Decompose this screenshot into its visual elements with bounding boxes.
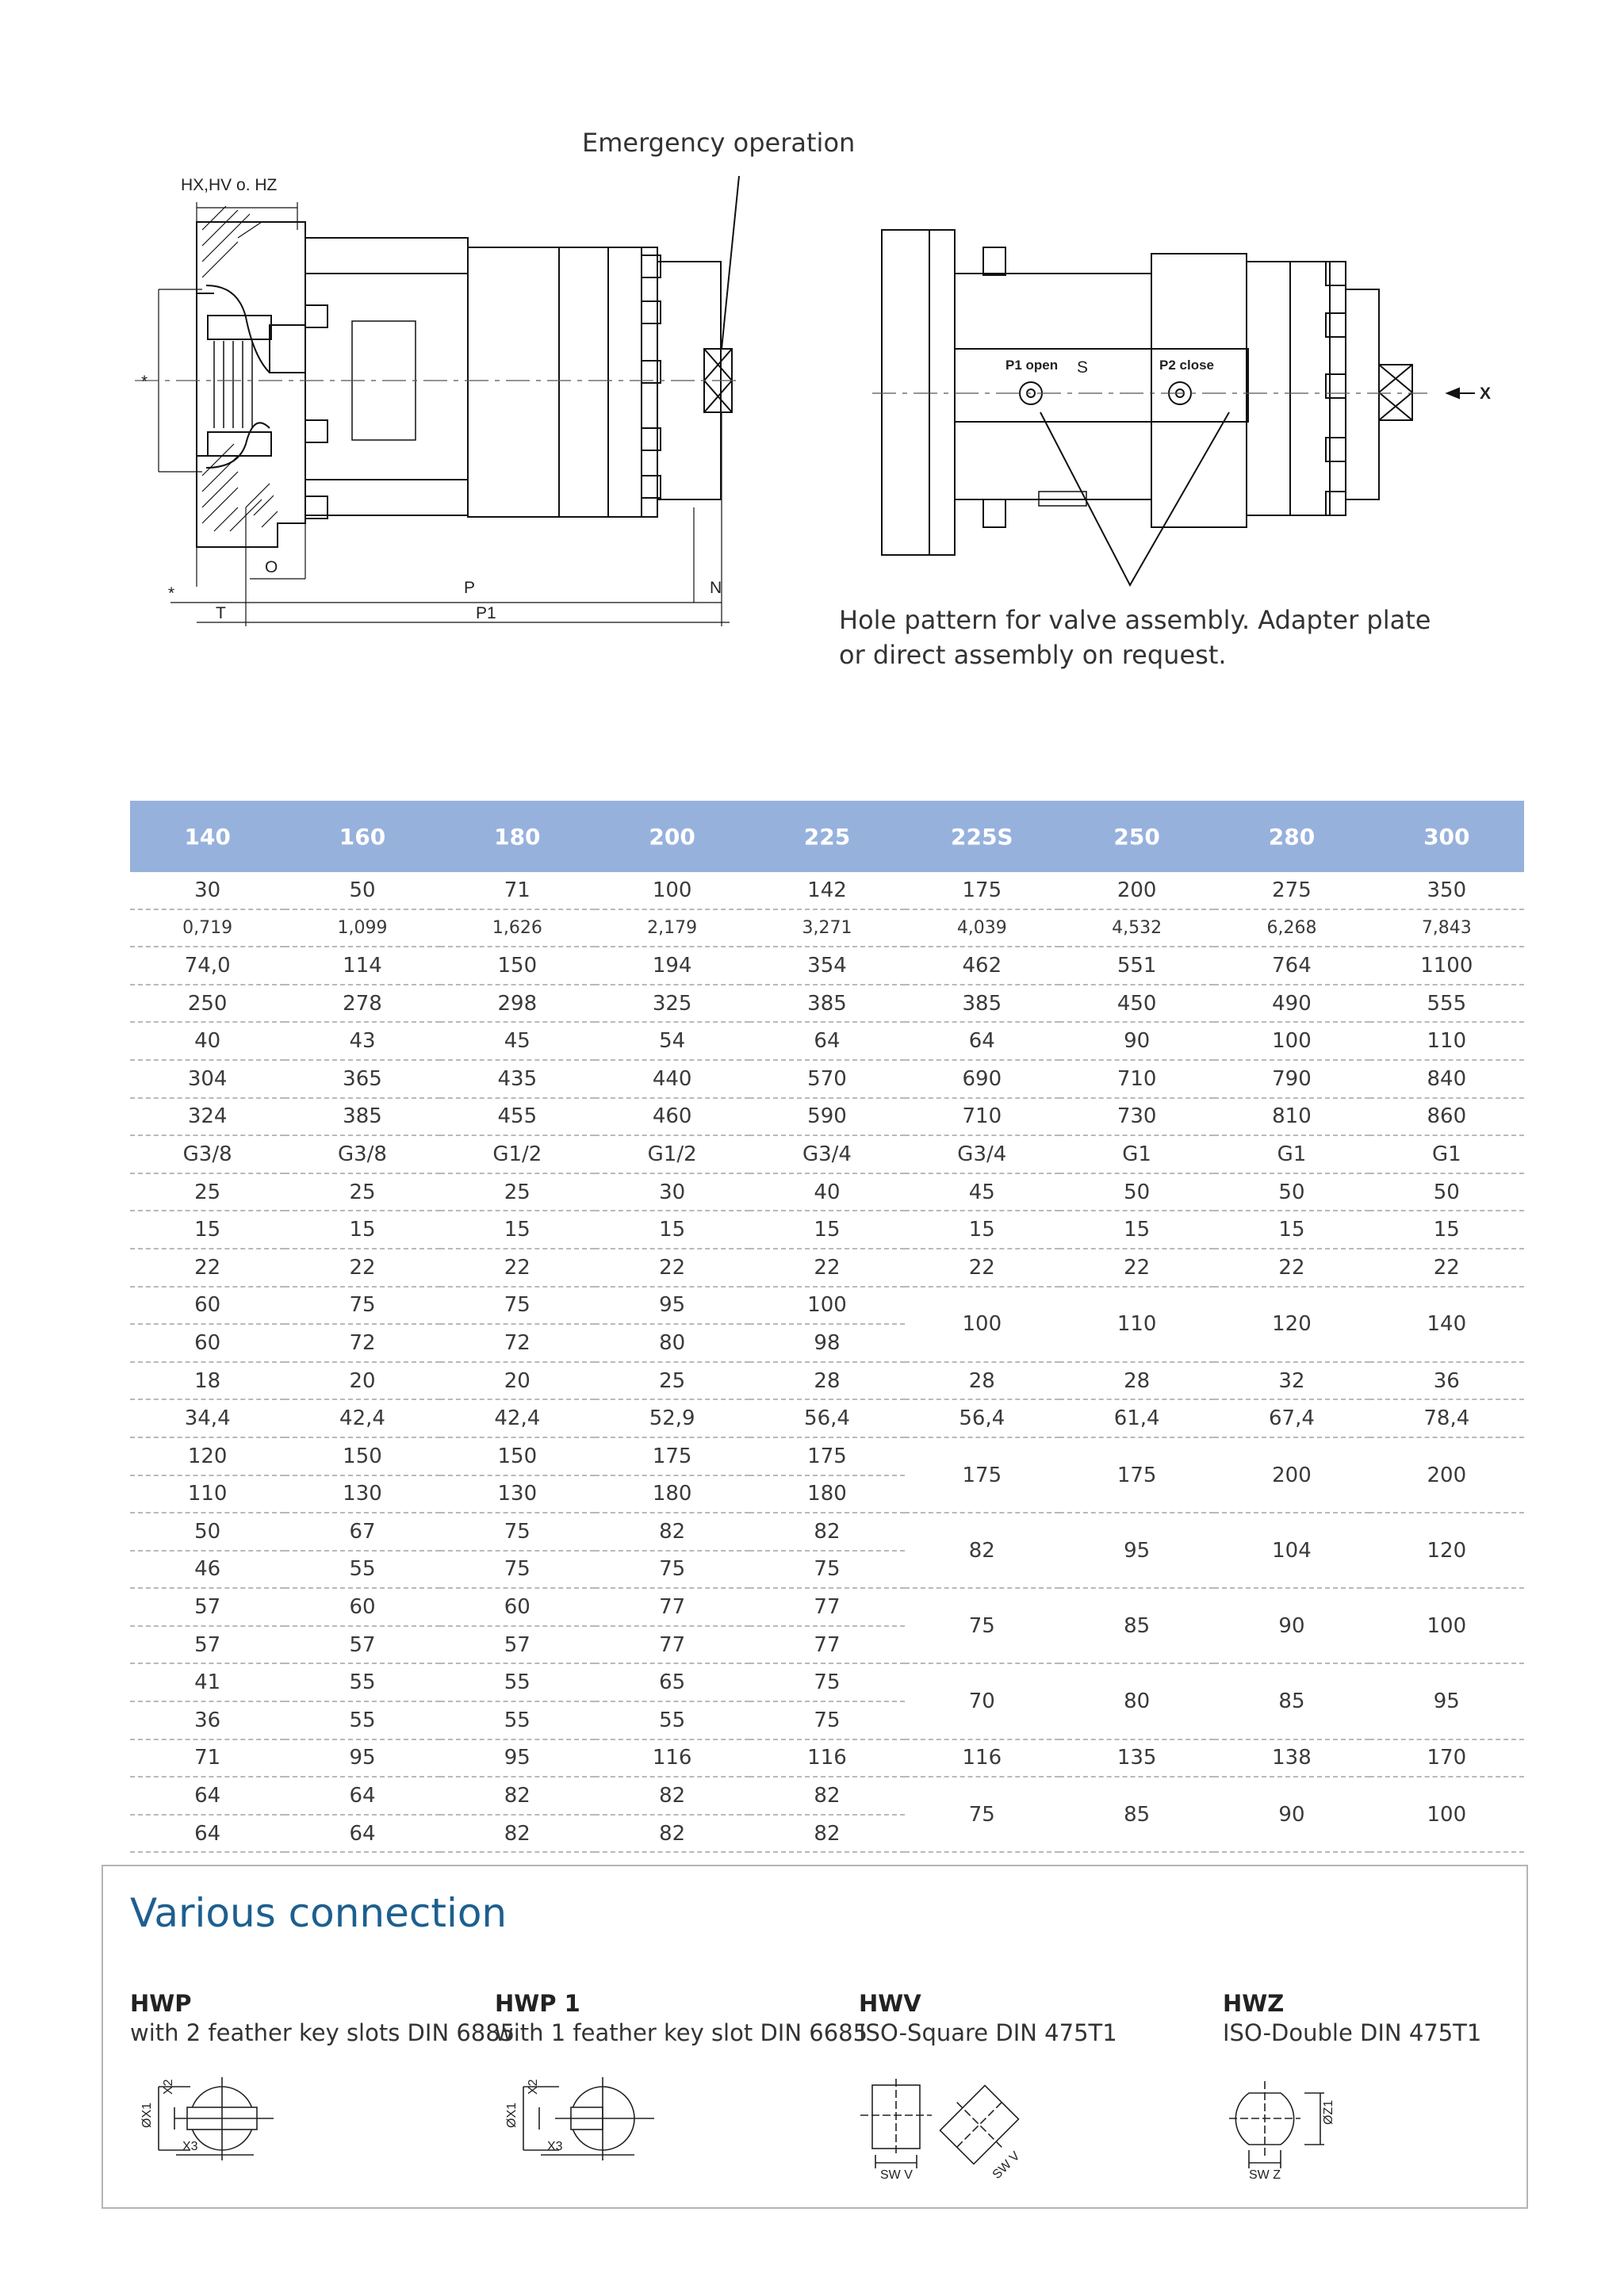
table-cell: 175 xyxy=(1059,1437,1214,1513)
column-header: 250 xyxy=(1059,801,1214,872)
table-row xyxy=(130,1588,1524,1626)
table-row xyxy=(130,1060,1524,1098)
table-cell: 82 xyxy=(595,1777,749,1815)
table-cell: 22 xyxy=(440,1249,595,1287)
table-cell: 490 xyxy=(1214,985,1369,1023)
table-cell: 64 xyxy=(905,1022,1059,1060)
table-cell: 95 xyxy=(1369,1663,1524,1739)
table-cell: 275 xyxy=(1214,872,1369,909)
table-cell: 67 xyxy=(285,1513,439,1551)
table-cell: 55 xyxy=(440,1663,595,1701)
table-cell: 90 xyxy=(1059,1022,1214,1060)
dim-p1-label: P1 xyxy=(476,604,496,622)
table-cell: 90 xyxy=(1214,1777,1369,1852)
table-cell: 82 xyxy=(905,1513,1059,1588)
table-cell: 790 xyxy=(1214,1060,1369,1098)
table-cell: 440 xyxy=(595,1060,749,1098)
table-cell: 95 xyxy=(1059,1513,1214,1588)
hole-pattern-note xyxy=(839,603,1431,672)
table-cell: 60 xyxy=(285,1588,439,1626)
conn-hwz-name: HWZ xyxy=(1223,1990,1285,2017)
hole-pattern-note-line2: or direct assembly on request. xyxy=(839,640,1227,670)
table-cell: 77 xyxy=(595,1588,749,1626)
table-cell: 114 xyxy=(285,947,439,985)
table-cell: 30 xyxy=(130,872,285,909)
table-cell: 77 xyxy=(595,1626,749,1664)
table-body xyxy=(130,872,1524,1852)
table-cell: 42,4 xyxy=(285,1399,439,1437)
table-cell: 142 xyxy=(749,872,904,909)
table-cell: 3,271 xyxy=(749,909,904,947)
table-cell: 25 xyxy=(440,1173,595,1211)
table-row xyxy=(130,1022,1524,1060)
table-cell: 75 xyxy=(905,1777,1059,1852)
table-cell: 764 xyxy=(1214,947,1369,985)
table-cell: 22 xyxy=(130,1249,285,1287)
table-cell: 200 xyxy=(1059,872,1214,909)
dim-hx-label: HX,HV o. HZ xyxy=(181,176,278,194)
hwp-sketch xyxy=(159,2077,274,2160)
table-cell: 40 xyxy=(130,1022,285,1060)
hwz-sketch xyxy=(1229,2081,1324,2168)
dim-p-label: P xyxy=(464,579,476,597)
spec-table xyxy=(130,801,1524,1853)
table-cell: 71 xyxy=(440,872,595,909)
table-cell: 22 xyxy=(749,1249,904,1287)
table-cell: 82 xyxy=(749,1815,904,1853)
table-cell: 64 xyxy=(285,1777,439,1815)
table-cell: 551 xyxy=(1059,947,1214,985)
table-cell: 860 xyxy=(1369,1098,1524,1136)
dim-n-label: N xyxy=(710,579,722,597)
table-row xyxy=(130,1287,1524,1325)
table-cell: 325 xyxy=(595,985,749,1023)
table-cell: 120 xyxy=(1369,1513,1524,1588)
dim-t-label: T xyxy=(216,604,226,622)
column-header: 180 xyxy=(440,801,595,872)
table-cell: 730 xyxy=(1059,1098,1214,1136)
table-cell: 77 xyxy=(749,1588,904,1626)
table-row xyxy=(130,1173,1524,1211)
table-cell: 57 xyxy=(440,1626,595,1664)
table-row xyxy=(130,1135,1524,1173)
table-cell: 20 xyxy=(440,1362,595,1400)
table-cell: G1 xyxy=(1369,1135,1524,1173)
table-cell: 4,532 xyxy=(1059,909,1214,947)
left-flange xyxy=(197,222,305,547)
table-cell: 15 xyxy=(595,1211,749,1249)
table-cell: 57 xyxy=(130,1588,285,1626)
column-header: 160 xyxy=(285,801,439,872)
table-cell: 150 xyxy=(440,947,595,985)
table-cell: 75 xyxy=(440,1287,595,1325)
table-row xyxy=(130,909,1524,947)
table-cell: 36 xyxy=(1369,1362,1524,1400)
table-cell: 100 xyxy=(749,1287,904,1325)
table-cell: 15 xyxy=(1369,1211,1524,1249)
left-body xyxy=(305,238,468,515)
table-cell: 180 xyxy=(595,1475,749,1513)
table-cell: 64 xyxy=(130,1815,285,1853)
table-row xyxy=(130,1663,1524,1701)
table-cell: 4,039 xyxy=(905,909,1059,947)
conn-hwz-desc: ISO-Double DIN 475T1 xyxy=(1223,2019,1482,2046)
table-cell: 135 xyxy=(1059,1739,1214,1777)
connections-title: Various connection xyxy=(130,1890,508,1936)
table-cell: 175 xyxy=(905,1437,1059,1513)
table-cell: 82 xyxy=(440,1777,595,1815)
table-cell: 45 xyxy=(905,1173,1059,1211)
table-row xyxy=(130,1399,1524,1437)
table-cell: 40 xyxy=(749,1173,904,1211)
table-cell: 75 xyxy=(749,1551,904,1589)
table-cell: 140 xyxy=(1369,1287,1524,1362)
table-cell: 43 xyxy=(285,1022,439,1060)
emergency-operation-label: Emergency operation xyxy=(582,128,856,158)
table-cell: 64 xyxy=(749,1022,904,1060)
table-cell: 385 xyxy=(749,985,904,1023)
table-cell: 60 xyxy=(440,1588,595,1626)
table-cell: 15 xyxy=(285,1211,439,1249)
table-cell: 100 xyxy=(595,872,749,909)
table-cell: 90 xyxy=(1214,1588,1369,1663)
table-cell: 74,0 xyxy=(130,947,285,985)
table-cell: 22 xyxy=(1369,1249,1524,1287)
table-cell: 385 xyxy=(905,985,1059,1023)
table-cell: 18 xyxy=(130,1362,285,1400)
table-cell: 28 xyxy=(905,1362,1059,1400)
table-row xyxy=(130,1513,1524,1551)
table-cell: 41 xyxy=(130,1663,285,1701)
table-cell: 28 xyxy=(1059,1362,1214,1400)
table-cell: 130 xyxy=(440,1475,595,1513)
table-cell: 72 xyxy=(440,1324,595,1362)
table-cell: 65 xyxy=(595,1663,749,1701)
table-cell: 250 xyxy=(130,985,285,1023)
table-cell: 555 xyxy=(1369,985,1524,1023)
table-cell: 150 xyxy=(440,1437,595,1475)
table-cell: 120 xyxy=(1214,1287,1369,1362)
table-cell: 710 xyxy=(1059,1060,1214,1098)
table-cell: 0,719 xyxy=(130,909,285,947)
table-cell: 175 xyxy=(595,1437,749,1475)
table-cell: 15 xyxy=(440,1211,595,1249)
table-cell: 100 xyxy=(1369,1588,1524,1663)
table-cell: 110 xyxy=(1059,1287,1214,1362)
table-cell: 15 xyxy=(130,1211,285,1249)
table-cell: 116 xyxy=(905,1739,1059,1777)
table-cell: G1/2 xyxy=(440,1135,595,1173)
table-cell: 30 xyxy=(595,1173,749,1211)
table-cell: 110 xyxy=(130,1475,285,1513)
table-cell: 138 xyxy=(1214,1739,1369,1777)
table-cell: 60 xyxy=(130,1287,285,1325)
table-cell: 57 xyxy=(285,1626,439,1664)
hwv-sketch xyxy=(860,2079,1025,2170)
table-cell: 72 xyxy=(285,1324,439,1362)
table-cell: 810 xyxy=(1214,1098,1369,1136)
table-cell: 385 xyxy=(285,1098,439,1136)
table-cell: 22 xyxy=(905,1249,1059,1287)
table-cell: 80 xyxy=(595,1324,749,1362)
table-cell: G1 xyxy=(1214,1135,1369,1173)
table-row xyxy=(130,1211,1524,1249)
table-cell: 55 xyxy=(440,1701,595,1739)
table-cell: 130 xyxy=(285,1475,439,1513)
table-cell: 77 xyxy=(749,1626,904,1664)
table-cell: 70 xyxy=(905,1663,1059,1739)
axis-x-label: X xyxy=(1480,385,1492,403)
hwp1-label-x1: ØX1 xyxy=(505,2102,519,2128)
hwz-label-sw: SW Z xyxy=(1249,2168,1281,2182)
table-cell: 71 xyxy=(130,1739,285,1777)
table-cell: 365 xyxy=(285,1060,439,1098)
table-cell: 1,626 xyxy=(440,909,595,947)
table-cell: 25 xyxy=(595,1362,749,1400)
hwz-label-z1: ØZ1 xyxy=(1322,2099,1335,2125)
table-cell: 45 xyxy=(440,1022,595,1060)
table-cell: 435 xyxy=(440,1060,595,1098)
hwp-label-x3: X3 xyxy=(182,2140,198,2153)
table-cell: 55 xyxy=(285,1551,439,1589)
hwp1-label-x2: X2 xyxy=(527,2079,540,2095)
column-header: 280 xyxy=(1214,801,1369,872)
table-cell: 60 xyxy=(130,1324,285,1362)
dim-star-left: * xyxy=(141,373,148,391)
table-cell: 95 xyxy=(440,1739,595,1777)
table-row xyxy=(130,1437,1524,1475)
right-flange xyxy=(882,230,929,555)
table-cell: 350 xyxy=(1369,872,1524,909)
column-header: 225S xyxy=(905,801,1059,872)
table-cell: 100 xyxy=(905,1287,1059,1362)
table-cell: 194 xyxy=(595,947,749,985)
table-cell: 200 xyxy=(1214,1437,1369,1513)
table-cell: 15 xyxy=(749,1211,904,1249)
conn-hwp1-desc: with 1 feather key slot DIN 6685 xyxy=(495,2019,868,2046)
table-cell: 95 xyxy=(595,1287,749,1325)
conn-hwv-desc: ISO-Square DIN 475T1 xyxy=(859,2019,1117,2046)
conn-hwv-name: HWV xyxy=(859,1990,921,2017)
hwv-label-sw-square: SW V xyxy=(880,2168,913,2182)
table-cell: G1 xyxy=(1059,1135,1214,1173)
table-cell: G1/2 xyxy=(595,1135,749,1173)
table-cell: 460 xyxy=(595,1098,749,1136)
table-cell: 100 xyxy=(1214,1022,1369,1060)
table-cell: 80 xyxy=(1059,1663,1214,1739)
table-cell: 55 xyxy=(595,1701,749,1739)
table-cell: 75 xyxy=(440,1513,595,1551)
table-cell: 75 xyxy=(905,1588,1059,1663)
table-cell: G3/4 xyxy=(749,1135,904,1173)
table-cell: 82 xyxy=(749,1777,904,1815)
table-cell: 25 xyxy=(285,1173,439,1211)
table-cell: 67,4 xyxy=(1214,1399,1369,1437)
table-cell: 570 xyxy=(749,1060,904,1098)
port-p1-label: P1 open xyxy=(1005,358,1059,373)
table-cell: 20 xyxy=(285,1362,439,1400)
table-cell: 34,4 xyxy=(130,1399,285,1437)
conn-hwp1-name: HWP 1 xyxy=(495,1990,580,2017)
table-cell: 50 xyxy=(285,872,439,909)
table-cell: 95 xyxy=(285,1739,439,1777)
table-cell: 61,4 xyxy=(1059,1399,1214,1437)
table-cell: 590 xyxy=(749,1098,904,1136)
table-cell: 75 xyxy=(749,1663,904,1701)
dim-star-bottom: * xyxy=(168,584,175,603)
table-cell: 75 xyxy=(285,1287,439,1325)
column-header: 300 xyxy=(1369,801,1524,872)
connection-sketches xyxy=(0,2061,1624,2188)
table-cell: 55 xyxy=(285,1701,439,1739)
table-row xyxy=(130,947,1524,985)
table-cell: 840 xyxy=(1369,1060,1524,1098)
table-cell: 54 xyxy=(595,1022,749,1060)
table-cell: 15 xyxy=(1059,1211,1214,1249)
table-cell: 64 xyxy=(130,1777,285,1815)
table-cell: 354 xyxy=(749,947,904,985)
column-header: 225 xyxy=(749,801,904,872)
hwp-label-x1: ØX1 xyxy=(140,2102,154,2128)
table-cell: 56,4 xyxy=(749,1399,904,1437)
table-cell: 25 xyxy=(130,1173,285,1211)
table-row xyxy=(130,1777,1524,1815)
hwp1-sketch xyxy=(523,2077,654,2160)
table-cell: 75 xyxy=(595,1551,749,1589)
table-row xyxy=(130,1739,1524,1777)
table-row xyxy=(130,1362,1524,1400)
table-cell: 120 xyxy=(130,1437,285,1475)
table-cell: 82 xyxy=(749,1513,904,1551)
table-row xyxy=(130,1098,1524,1136)
table-header-row xyxy=(130,801,1524,872)
table-cell: 690 xyxy=(905,1060,1059,1098)
table-cell: 462 xyxy=(905,947,1059,985)
table-cell: 46 xyxy=(130,1551,285,1589)
table-cell: 82 xyxy=(595,1513,749,1551)
table-cell: 82 xyxy=(440,1815,595,1853)
table-cell: 175 xyxy=(905,872,1059,909)
table-cell: 2,179 xyxy=(595,909,749,947)
table-cell: G3/8 xyxy=(130,1135,285,1173)
table-cell: 98 xyxy=(749,1324,904,1362)
hwp1-label-x3: X3 xyxy=(547,2140,563,2153)
table-cell: 55 xyxy=(285,1663,439,1701)
table-cell: 32 xyxy=(1214,1362,1369,1400)
table-cell: 455 xyxy=(440,1098,595,1136)
table-cell: 298 xyxy=(440,985,595,1023)
table-cell: 22 xyxy=(1214,1249,1369,1287)
table-cell: 50 xyxy=(130,1513,285,1551)
table-cell: 1100 xyxy=(1369,947,1524,985)
table-cell: 50 xyxy=(1214,1173,1369,1211)
table-cell: 450 xyxy=(1059,985,1214,1023)
table-cell: 15 xyxy=(1214,1211,1369,1249)
table-cell: 42,4 xyxy=(440,1399,595,1437)
table-cell: 52,9 xyxy=(595,1399,749,1437)
table-cell: 22 xyxy=(285,1249,439,1287)
port-s-label: S xyxy=(1077,358,1089,377)
table-cell: 22 xyxy=(595,1249,749,1287)
table-cell: 75 xyxy=(749,1701,904,1739)
table-cell: 710 xyxy=(905,1098,1059,1136)
table-cell: 150 xyxy=(285,1437,439,1475)
table-cell: 7,843 xyxy=(1369,909,1524,947)
table-cell: 304 xyxy=(130,1060,285,1098)
hole-pattern-note-line1: Hole pattern for valve assembly. Adapter plate xyxy=(839,605,1431,635)
table-cell: 180 xyxy=(749,1475,904,1513)
table-cell: 50 xyxy=(1369,1173,1524,1211)
table-cell: 110 xyxy=(1369,1022,1524,1060)
table-cell: 170 xyxy=(1369,1739,1524,1777)
table-cell: 324 xyxy=(130,1098,285,1136)
conn-hwp-name: HWP xyxy=(130,1990,192,2017)
table-row xyxy=(130,1249,1524,1287)
dim-o-label: O xyxy=(265,558,278,576)
hwp-label-x2: X2 xyxy=(162,2079,175,2095)
hwv-label-sw-rotated: SW V xyxy=(990,2149,1023,2182)
table-cell: 85 xyxy=(1059,1588,1214,1663)
table-cell: 15 xyxy=(905,1211,1059,1249)
table-cell: G3/4 xyxy=(905,1135,1059,1173)
table-row xyxy=(130,985,1524,1023)
table-cell: 100 xyxy=(1369,1777,1524,1852)
column-header: 140 xyxy=(130,801,285,872)
table-cell: 104 xyxy=(1214,1513,1369,1588)
table-cell: 1,099 xyxy=(285,909,439,947)
table-cell: 56,4 xyxy=(905,1399,1059,1437)
conn-hwp-desc: with 2 feather key slots DIN 6885 xyxy=(130,2019,515,2046)
table-cell: G3/8 xyxy=(285,1135,439,1173)
table-cell: 85 xyxy=(1214,1663,1369,1739)
table-cell: 57 xyxy=(130,1626,285,1664)
table-cell: 36 xyxy=(130,1701,285,1739)
table-cell: 175 xyxy=(749,1437,904,1475)
table-cell: 50 xyxy=(1059,1173,1214,1211)
port-p2-label: P2 close xyxy=(1159,358,1214,373)
column-header: 200 xyxy=(595,801,749,872)
table-cell: 75 xyxy=(440,1551,595,1589)
table-cell: 200 xyxy=(1369,1437,1524,1513)
table-row xyxy=(130,872,1524,909)
table-cell: 64 xyxy=(285,1815,439,1853)
table-cell: 116 xyxy=(595,1739,749,1777)
table-cell: 22 xyxy=(1059,1249,1214,1287)
table-cell: 28 xyxy=(749,1362,904,1400)
table-cell: 278 xyxy=(285,985,439,1023)
table-cell: 6,268 xyxy=(1214,909,1369,947)
table-cell: 116 xyxy=(749,1739,904,1777)
table-cell: 78,4 xyxy=(1369,1399,1524,1437)
table-cell: 85 xyxy=(1059,1777,1214,1852)
table-cell: 82 xyxy=(595,1815,749,1853)
